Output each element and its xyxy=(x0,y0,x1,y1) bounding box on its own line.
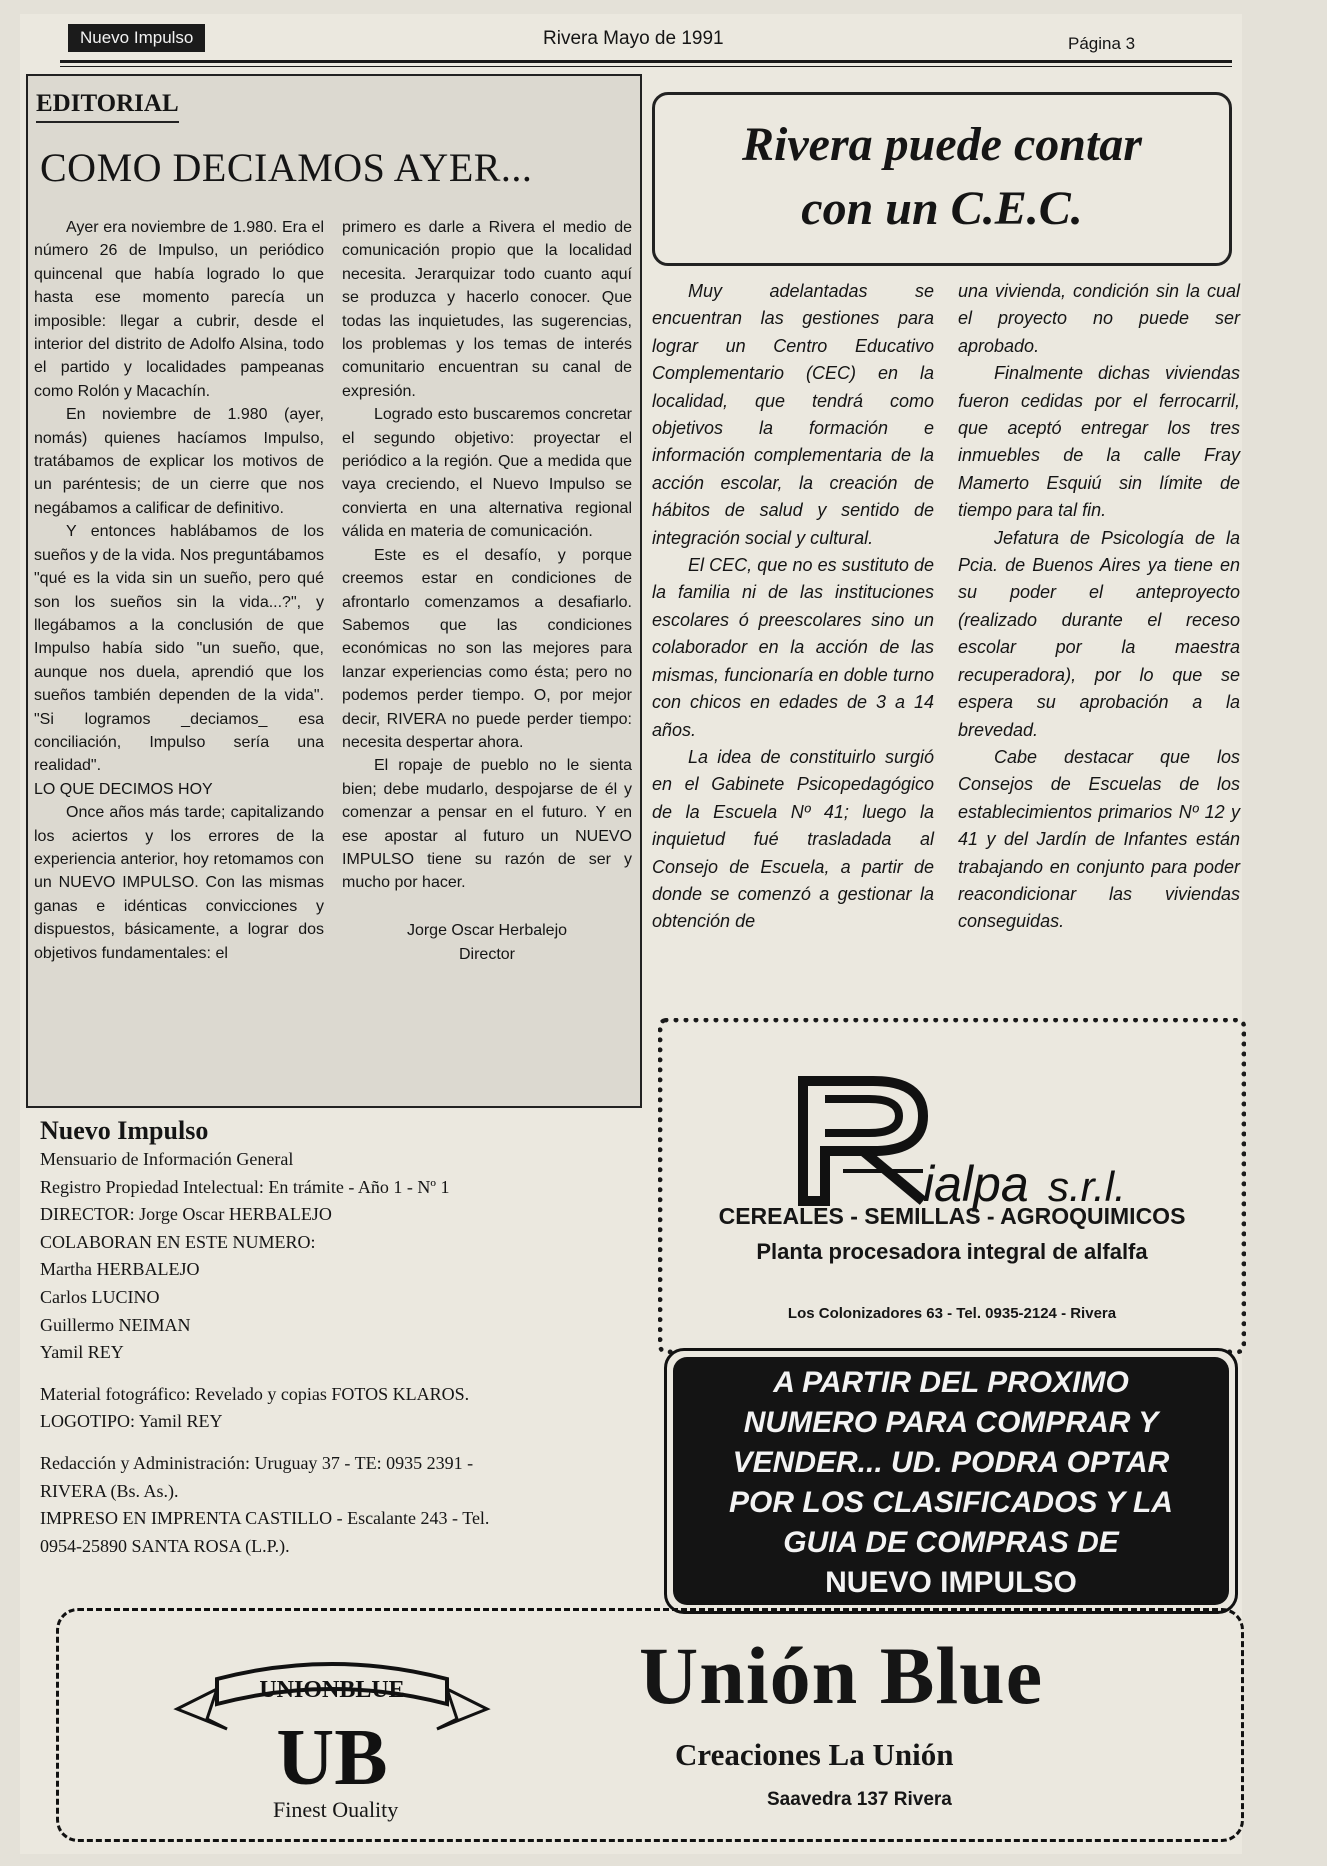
paragraph: El ropaje de pueblo no le sienta bien; debe mudarlo, despojarse de él y comenzar a pensar en el futuro. Y en ese apostar al futuro un NUEVO IMPULSO tiene su razón de ser y mucho por hacer. xyxy=(342,757,632,892)
paragraph: Cabe destacar que los Consejos de Escuelas de los establecimientos primarios Nº 12 y 41 y del Jardín de Infantes están trabajando en conjunto para poder reacondicionar las viviendas conseguidas. xyxy=(958,746,1240,932)
paragraph: Muy adelantadas se encuentran las gestiones para lograr un Centro Educativo Complementario (CEC) en la localidad, que tendrá como objetivos la formación e información complementaria de la acción escolar, la creación de hábitos de salud y sentido de integración social y cultural. xyxy=(652,281,934,548)
paragraph: Finalmente dichas viviendas fueron cedidas por el ferrocarril, que aceptó entregar los tres inmuebles de la calle Fray Mamerto Esquiú sin límite de tiempo para tal fin. xyxy=(958,363,1240,521)
header-rule xyxy=(60,60,1232,63)
editorial-box xyxy=(26,74,642,1108)
paragraph: Once años más tarde; capitalizando los aciertos y los errores de la experiencia anterior, hoy retomamos con un NUEVO IMPULSO. Con las mismas ganas e idénticas convicciones y dispuestos, básicamente, a lograr dos objetivos fundamentales: el xyxy=(34,804,324,962)
paragraph: Este es el desafío, y porque creemos estar en condiciones de afrontarlo comenzamos a desafiarlo. Sabemos que las condiciones económicas no son las mejores para lanzar experiencias como ésta; pero no podemos perder tiempo. O, por mejor decir, RIVERA no puede perder tiempo: necesita despertar ahora. xyxy=(342,546,632,751)
rialpa-tagline: Planta procesadora integral de alfalfa xyxy=(756,1239,1148,1264)
editorial-address-city: RIVERA (Bs. As.). xyxy=(40,1480,179,1501)
union-blue-subtitle: Creaciones La Unión xyxy=(675,1737,954,1772)
page-header xyxy=(48,22,1228,62)
cec-column-1 xyxy=(652,278,934,936)
paragraph: La idea de constituirlo surgió en el Gabinete Psicopedagógico de la Escuela Nº 41; luego la inquietud fué trasladada al Consejo de Escuela, a partir de donde se comenzó a gestionar la obtención de xyxy=(652,746,934,932)
rialpa-products: CEREALES - SEMILLAS - AGROQUIMICOS xyxy=(718,1203,1186,1229)
publication-subtitle: Mensuario de Información General xyxy=(40,1149,294,1169)
classifieds-line: GUIA DE COMPRAS DE xyxy=(783,1526,1119,1559)
union-blue-advertisement xyxy=(56,1608,1244,1842)
ub-monogram: UB xyxy=(276,1714,388,1799)
ribbon-text: UNIONBLUE xyxy=(259,1677,405,1703)
signature-role: Director xyxy=(458,945,515,963)
classifieds-line: NUMERO PARA COMPRAR Y xyxy=(743,1406,1159,1439)
union-blue-finest: Finest Ouality xyxy=(273,1797,399,1822)
editorial-address: Redacción y Administración: Uruguay 37 - TE: 0935 2391 - xyxy=(40,1452,474,1473)
logo-credit: LOGOTIPO: Yamil REY xyxy=(40,1411,223,1432)
cec-headline xyxy=(655,113,1229,241)
cec-headline-line-2: con un C.E.C. xyxy=(801,182,1083,235)
paragraph: El CEC, que no es sustituto de la familia ni de las instituciones escolares ó preescolares sino un colaborador en la acción de las mismas, funcionaría en doble turno con chicos en edades de 3 a 14 años. xyxy=(652,555,934,740)
paragraph: Y entonces hablábamos de los sueños y de la vida. Nos preguntábamos "qué es la vida sin un sueño, pero qué son los sueños sin la vida...?", y llegábamos a la conclusión de que Impulso había sido "un sueño, que, aunque nos duela, aprendió que los sueños también dependen de la vida". "Si logramos _deciamos_ esa conciliación, Impulso sería una realidad". xyxy=(34,523,324,775)
classifieds-line: POR LOS CLASIFICADOS Y LA xyxy=(729,1486,1173,1519)
svg-text:ialpa: ialpa xyxy=(923,1156,1029,1212)
contributor: Guillermo NEIMAN xyxy=(40,1314,191,1335)
paragraph: En noviembre de 1.980 (ayer, nomás) quienes hacíamos Impulso, tratábamos de explicar los motivos de un paréntesis; de un cierre que nos negábamos a calificar de definitivo. xyxy=(34,406,324,517)
classifieds-line: NUEVO IMPULSO xyxy=(825,1566,1077,1599)
editorial-label: EDITORIAL xyxy=(36,90,179,123)
paragraph: una vivienda, condición sin la cual el proyecto no puede ser aprobado. xyxy=(958,281,1240,356)
svg-text:s.r.l.: s.r.l. xyxy=(1048,1163,1126,1210)
union-blue-logo xyxy=(167,1649,497,1799)
newspaper-logo: Nuevo Impulso xyxy=(68,24,205,52)
publication-director: DIRECTOR: Jorge Oscar HERBALEJO xyxy=(40,1204,332,1225)
classifieds-line: VENDER... UD. PODRA OPTAR xyxy=(732,1446,1170,1479)
classifieds-line: A PARTIR DEL PROXIMO xyxy=(773,1366,1129,1399)
paragraph: Jefatura de Psicología de la Pcia. de Buenos Aires ya tiene en su poder el anteproyecto (realizado durante el receso escolar por la maestra recuperadora), por lo que se espera su aprobación a la brevedad. xyxy=(958,527,1240,740)
issue-date: Rivera Mayo de 1991 xyxy=(543,28,724,49)
publication-registry: Registro Propiedad Intelectual: En trámite - Año 1 - Nº 1 xyxy=(40,1176,450,1197)
rialpa-address: Los Colonizadores 63 - Tel. 0935-2124 - Rivera xyxy=(787,1305,1117,1322)
publication-name: Nuevo Impulso xyxy=(40,1116,209,1145)
signature xyxy=(342,919,632,967)
paragraph: primero es darle a Rivera el medio de comunicación propio que la localidad necesita. Jerarquizar todo cuanto aquí se produzca y hacerlo conocer. Que todas las inquietudes, las sugerencias, los problemas y los temas de interés comunitario encuentran su canal de expresión. xyxy=(342,219,632,400)
printer-info: IMPRESO EN IMPRENTA CASTILLO - Escalante 243 - Tel. xyxy=(40,1508,490,1529)
printer-info-cont: 0954-25890 SANTA ROSA (L.P.). xyxy=(40,1535,290,1556)
contributor: Carlos LUCINO xyxy=(40,1286,160,1307)
page-number: Página 3 xyxy=(1068,34,1136,53)
photo-credit: Material fotográfico: Revelado y copias FOTOS KLAROS. xyxy=(40,1383,470,1404)
classifieds-text xyxy=(673,1357,1229,1605)
cec-headline-line-1: Rivera puede contar xyxy=(742,118,1142,171)
union-blue-name: Unión Blue xyxy=(639,1630,1044,1721)
paragraph: Ayer era noviembre de 1.980. Era el número 26 de Impulso, un periódico quincenal que había logrado lo que hasta ese momento parecía un imposible: llegar a cubrir, desde el interior del distrito de Adolfo Alsina, todo el partido y localidades pampeanas como Rolón y Macachín. xyxy=(34,219,324,400)
cec-column-2 xyxy=(958,278,1240,936)
editorial-column-2 xyxy=(342,216,632,967)
contributors-label: COLABORAN EN ESTE NUMERO: xyxy=(40,1231,316,1252)
contributor: Yamil REY xyxy=(40,1342,124,1363)
editorial-title: COMO DECIAMOS AYER... xyxy=(40,145,533,190)
editorial-column-1 xyxy=(34,216,324,965)
contributor: Martha HERBALEJO xyxy=(40,1259,200,1280)
cec-headline-box xyxy=(652,92,1232,266)
classifieds-announcement xyxy=(664,1348,1238,1614)
signature-name: Jorge Oscar Herbalejo xyxy=(406,921,568,939)
rialpa-advertisement xyxy=(658,1018,1246,1354)
union-blue-address: Saavedra 137 Rivera xyxy=(767,1789,952,1810)
header-rule-thin xyxy=(60,66,1232,67)
subheading: LO QUE DECIMOS HOY xyxy=(34,780,213,798)
publication-info xyxy=(40,1116,640,1560)
paragraph: Logrado esto buscaremos concretar el segundo objetivo: proyectar el periódico a la región. Que a medida que vaya creciendo, el Nuevo Impulso se convierta en una alternativa regional válida en materia de comunicación. xyxy=(342,406,632,541)
